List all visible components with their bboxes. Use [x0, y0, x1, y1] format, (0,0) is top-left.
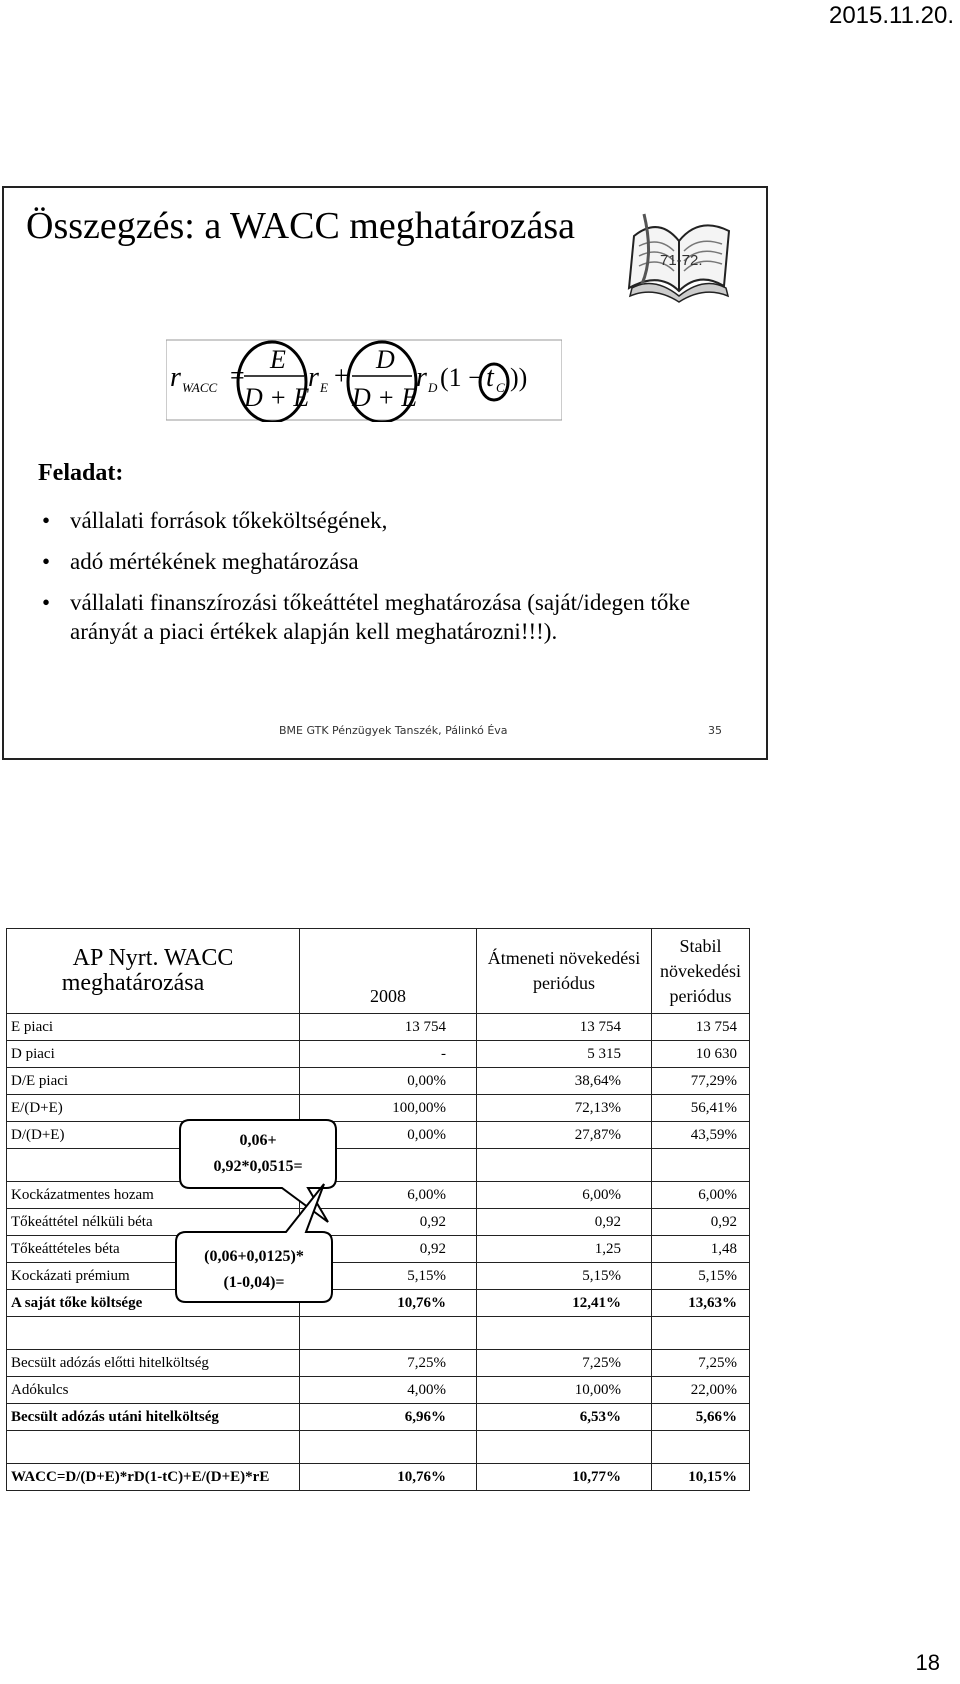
list-item: • vállalati finanszírozási tőkeáttétel meghatározása (saját/idegen tőke arányát a piaci értékek alapján kell meghatározni!!!).: [42, 590, 691, 644]
table-cell: 5,15%: [652, 1263, 750, 1290]
table-cell: 10,76%: [300, 1290, 477, 1317]
svg-text:t: t: [486, 362, 494, 393]
table-cell: 5,66%: [652, 1404, 750, 1431]
table-cell: 6,00%: [652, 1182, 750, 1209]
table-row: [7, 1290, 750, 1317]
svg-text:=: =: [230, 361, 245, 390]
svg-text:E: E: [320, 380, 328, 395]
list-item: • adó mértékének meghatározása: [42, 549, 359, 574]
table-cell: 7,25%: [300, 1350, 477, 1377]
row-label: Tőkeáttételes béta: [7, 1236, 300, 1263]
table-cell: 1,48: [652, 1236, 750, 1263]
row-label: D/(D+E): [7, 1122, 300, 1149]
row-label: Tőkeáttétel nélküli béta: [7, 1209, 300, 1236]
task-list: [38, 506, 738, 658]
svg-text:D + E: D + E: [352, 383, 418, 412]
column-header: Átmeneti növekedési periódus: [477, 929, 652, 1014]
table-header-row: [7, 929, 750, 1014]
svg-text:D: D: [376, 345, 395, 374]
table-cell: 6,53%: [477, 1404, 652, 1431]
page-reference: 71-72.: [660, 252, 703, 269]
table-cell: 27,87%: [477, 1122, 652, 1149]
table-row: [7, 1095, 750, 1122]
svg-text:r: r: [416, 362, 427, 393]
row-label: D/E piaci: [7, 1068, 300, 1095]
slide-summary: [2, 186, 768, 760]
table-cell: [477, 1431, 652, 1464]
svg-text:(1 −: (1 −: [440, 363, 483, 392]
table-row: [7, 1014, 750, 1041]
table-cell: [477, 1149, 652, 1182]
table-row: [7, 1263, 750, 1290]
table-row: [7, 1182, 750, 1209]
table-cell: 10,77%: [477, 1464, 652, 1491]
slide-wacc-table: [6, 928, 750, 1506]
open-book-icon: [614, 196, 744, 306]
table-cell: 12,41%: [477, 1290, 652, 1317]
table-row: [7, 1149, 750, 1182]
document-date: 2015.11.20.: [828, 2, 954, 29]
row-label: Kockázati prémium: [7, 1263, 300, 1290]
table-cell: 0,00%: [300, 1068, 477, 1095]
page-number: 18: [915, 1650, 940, 1675]
table-row: [7, 1464, 750, 1491]
slide-number: 35: [708, 724, 722, 737]
row-label: WACC=D/(D+E)*rD(1-tC)+E/(D+E)*rE: [7, 1464, 300, 1491]
table-row: [7, 1431, 750, 1464]
table-cell: 13 754: [477, 1014, 652, 1041]
table-row: [7, 1041, 750, 1068]
table-cell: [652, 1149, 750, 1182]
table-cell: 5 315: [477, 1041, 652, 1068]
row-label: Kockázatmentes hozam: [7, 1182, 300, 1209]
table-row: [7, 1068, 750, 1095]
table-cell: -: [300, 1041, 477, 1068]
table-cell: 4,00%: [300, 1377, 477, 1404]
table-title: AP Nyrt. WACC meghatározása: [7, 929, 300, 1014]
table-cell: 22,00%: [652, 1377, 750, 1404]
table-cell: 72,13%: [477, 1095, 652, 1122]
row-label: A saját tőke költsége: [7, 1290, 300, 1317]
table-cell: 13 754: [652, 1014, 750, 1041]
table-cell: 5,15%: [477, 1263, 652, 1290]
wacc-formula: [166, 338, 562, 422]
svg-text:C: C: [496, 380, 505, 395]
table-cell: [652, 1431, 750, 1464]
table-cell: 6,00%: [477, 1182, 652, 1209]
table-cell: 77,29%: [652, 1068, 750, 1095]
row-label: Adókulcs: [7, 1377, 300, 1404]
table-cell: [477, 1317, 652, 1350]
table-cell: 10,15%: [652, 1464, 750, 1491]
wacc-table: [6, 928, 750, 1491]
table-row: [7, 1236, 750, 1263]
row-label: Becsült adózás utáni hitelköltség: [7, 1404, 300, 1431]
column-header: 2008: [300, 929, 477, 1014]
table-cell: 7,25%: [477, 1350, 652, 1377]
slide-title: Összegzés: a WACC meghatározása: [26, 205, 576, 247]
table-row: [7, 1404, 750, 1431]
table-cell: 38,64%: [477, 1068, 652, 1095]
svg-text:)): )): [510, 363, 528, 392]
slide-footer: BME GTK Pénzügyek Tanszék, Pálinkó Éva: [279, 724, 508, 737]
table-cell: 0,92: [300, 1209, 477, 1236]
table-cell: 6,00%: [300, 1182, 477, 1209]
row-label: E/(D+E): [7, 1095, 300, 1122]
table-row: [7, 1122, 750, 1149]
svg-text:WACC: WACC: [182, 380, 218, 395]
table-row: [7, 1317, 750, 1350]
table-cell: [300, 1431, 477, 1464]
row-label: [7, 1431, 300, 1464]
svg-text:D: D: [428, 380, 438, 395]
row-label: E piaci: [7, 1014, 300, 1041]
svg-text:D + E: D + E: [244, 383, 310, 412]
column-header: Stabil növekedési periódus: [652, 929, 750, 1014]
table-cell: 43,59%: [652, 1122, 750, 1149]
table-cell: 0,92: [652, 1209, 750, 1236]
table-cell: 0,00%: [300, 1122, 477, 1149]
table-cell: 6,96%: [300, 1404, 477, 1431]
row-label: Becsült adózás előtti hitelköltség: [7, 1350, 300, 1377]
table-row: [7, 1377, 750, 1404]
table-cell: 10,00%: [477, 1377, 652, 1404]
table-cell: 10 630: [652, 1041, 750, 1068]
table-cell: 0,92: [300, 1236, 477, 1263]
table-cell: 56,41%: [652, 1095, 750, 1122]
table-cell: 13 754: [300, 1014, 477, 1041]
svg-text:r: r: [170, 362, 181, 393]
table-cell: 0,92: [477, 1209, 652, 1236]
callout-text-1: 0,06+ 0,92*0,0515=: [213, 1132, 303, 1175]
task-heading: Feladat:: [38, 460, 124, 486]
table-cell: 7,25%: [652, 1350, 750, 1377]
row-label: D piaci: [7, 1041, 300, 1068]
table-cell: 5,15%: [300, 1263, 477, 1290]
svg-text:r: r: [308, 362, 319, 393]
list-item: • vállalati források tőkeköltségének,: [42, 508, 388, 533]
table-cell: 10,76%: [300, 1464, 477, 1491]
callout-text-2: (0,06+0,0125)* (1-0,04)=: [204, 1248, 304, 1291]
table-cell: 100,00%: [300, 1095, 477, 1122]
svg-text:+: +: [334, 361, 349, 390]
table-cell: [652, 1317, 750, 1350]
svg-text:E: E: [270, 345, 286, 374]
table-row: [7, 1350, 750, 1377]
table-row: [7, 1209, 750, 1236]
table-cell: 13,63%: [652, 1290, 750, 1317]
table-cell: 1,25: [477, 1236, 652, 1263]
